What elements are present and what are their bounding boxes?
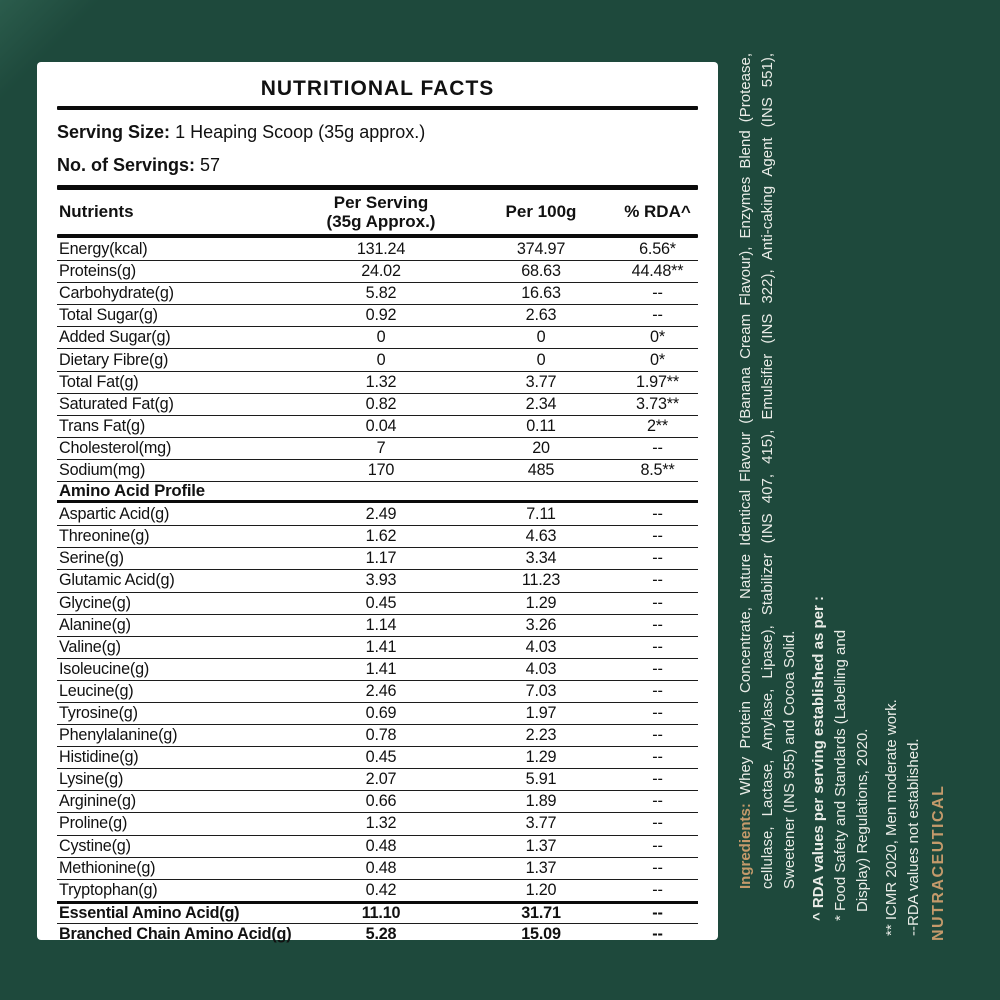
- per-100g-value: 16.63: [521, 284, 561, 303]
- per-100g-value: 3.26: [525, 615, 557, 634]
- table-row: [57, 393, 698, 415]
- per-100g-value: 4.03: [525, 637, 557, 656]
- nutrient-name: Trans Fat(g): [59, 416, 146, 435]
- per-100g-value: 0: [536, 350, 546, 369]
- rda-value: --: [652, 527, 663, 546]
- table-row: [57, 790, 698, 812]
- column-nutrients: Nutrients: [59, 202, 134, 221]
- per-100g-value: 5.91: [525, 770, 557, 789]
- nutrient-name: Saturated Fat(g): [59, 394, 174, 413]
- nutrient-name: Essential Amino Acid(g): [59, 903, 240, 922]
- per-serving-value: 0.48: [365, 858, 397, 877]
- rda-value: --: [652, 284, 663, 303]
- per-100g-value: 1.37: [525, 836, 557, 855]
- table-row: [57, 901, 698, 923]
- table-row: [57, 415, 698, 437]
- nutrient-name: Tyrosine(g): [59, 704, 138, 723]
- nutrient-name: Methionine(g): [59, 858, 156, 877]
- nutrient-name: Proline(g): [59, 814, 128, 833]
- ingredients-label: Ingredients:: [737, 803, 754, 889]
- column-per-serving-line2: (35g Approx.): [326, 212, 436, 231]
- rda-value: --: [652, 593, 663, 612]
- rda-value: --: [652, 681, 663, 700]
- per-100g-value: 2.63: [525, 306, 557, 325]
- rda-value: --: [652, 438, 663, 457]
- rda-value: --: [652, 880, 663, 899]
- table-row: [57, 282, 698, 304]
- icmr-footnote: [881, 634, 925, 936]
- nutrient-name: Glycine(g): [59, 593, 131, 612]
- ingredients-line-1-text: Whey Protein Concentrate, Nature Identical Flavour (Banana Cream Flavour), Enzymes Blend (Protease,: [737, 53, 754, 804]
- column-rda: % RDA^: [624, 202, 691, 221]
- per-100g-value: 1.37: [525, 858, 557, 877]
- per-serving-value: 0.78: [365, 726, 397, 745]
- table-section-header: [57, 481, 698, 503]
- per-serving-value: 1.32: [365, 814, 397, 833]
- icmr-footnote-line-1: ** ICMR 2020, Men moderate work.: [883, 699, 900, 936]
- per-100g-value: 1.29: [525, 748, 557, 767]
- column-per-serving: [297, 193, 465, 231]
- nutrient-name: Added Sugar(g): [59, 328, 171, 347]
- column-per-100g: Per 100g: [505, 202, 577, 221]
- per-100g-value: 11.23: [521, 571, 561, 590]
- panel-title: NUTRITIONAL FACTS: [260, 77, 495, 100]
- table-row: [57, 857, 698, 879]
- per-100g-value: 0.11: [526, 416, 556, 435]
- per-100g-value: 2.34: [525, 394, 557, 413]
- per-serving-value: 0.92: [365, 306, 397, 325]
- rda-value: --: [652, 903, 663, 922]
- table-row: [57, 746, 698, 768]
- table-row: [57, 437, 698, 459]
- per-100g-value: 7.03: [525, 681, 557, 700]
- rda-footnote-line-2: Display) Regulations, 2020.: [854, 728, 871, 912]
- nutrient-name: Energy(kcal): [59, 239, 148, 258]
- per-serving-value: 1.41: [365, 637, 397, 656]
- nutrient-name: Arginine(g): [59, 792, 136, 811]
- nutrient-name: Isoleucine(g): [59, 659, 150, 678]
- per-serving-value: 1.32: [365, 372, 397, 391]
- table-row: [57, 459, 698, 481]
- rda-value: 0*: [650, 350, 665, 369]
- rda-value: --: [652, 659, 663, 678]
- table-row: [57, 658, 698, 680]
- rda-value: --: [652, 858, 663, 877]
- per-serving-value: 0: [376, 328, 386, 347]
- nutrient-name: Amino Acid Profile: [59, 481, 205, 501]
- table-row: [57, 768, 698, 790]
- ingredients-line-1: [735, 53, 757, 889]
- nutrition-facts-panel: [37, 62, 718, 943]
- per-serving-value: 1.17: [365, 549, 397, 568]
- per-100g-value: 1.29: [525, 593, 557, 612]
- per-100g-value: 7.11: [526, 504, 556, 523]
- per-serving-value: 2.07: [365, 770, 397, 789]
- per-serving-value: 0.66: [365, 792, 397, 811]
- table-row: [57, 238, 698, 260]
- table-row: [57, 260, 698, 282]
- table-row: [57, 636, 698, 658]
- rda-value: 44.48**: [631, 262, 684, 281]
- table-row: [57, 835, 698, 857]
- title-divider: [57, 106, 698, 110]
- rda-value: --: [652, 549, 663, 568]
- servings-count-value: 57: [200, 155, 221, 175]
- rda-value: 2**: [646, 416, 668, 435]
- servings-count-label: No. of Servings:: [57, 155, 196, 175]
- per-serving-value: 7: [376, 438, 386, 457]
- nutrient-name: Carbohydrate(g): [59, 284, 174, 303]
- nutrient-name: Tryptophan(g): [59, 880, 158, 899]
- per-100g-value: 68.63: [521, 262, 561, 281]
- nutrient-name: Cholesterol(mg): [59, 438, 172, 457]
- rda-footnote: [808, 529, 874, 921]
- table-row: [57, 304, 698, 326]
- nutrient-name: Aspartic Acid(g): [59, 504, 170, 523]
- table-row: [57, 614, 698, 636]
- table-column-header: [57, 190, 698, 234]
- per-100g-value: 3.77: [525, 814, 557, 833]
- ingredients-note: [735, 53, 801, 889]
- per-serving-value: 1.14: [365, 615, 397, 634]
- table-row: [57, 525, 698, 547]
- per-serving-value: 0: [376, 350, 386, 369]
- per-100g-value: 3.77: [525, 372, 557, 391]
- nutrient-name: Sodium(mg): [59, 460, 146, 479]
- table-row: [57, 569, 698, 591]
- rda-value: --: [652, 637, 663, 656]
- per-serving-value: 1.62: [365, 527, 397, 546]
- rda-value: --: [652, 571, 663, 590]
- per-serving-value: 5.28: [365, 924, 397, 943]
- rda-value: --: [652, 924, 663, 943]
- per-serving-value: 0.48: [365, 836, 397, 855]
- serving-size-value: 1 Heaping Scoop (35g approx.): [175, 122, 426, 142]
- per-100g-value: 4.03: [525, 659, 557, 678]
- per-100g-value: 2.23: [525, 726, 557, 745]
- rda-value: --: [652, 770, 663, 789]
- rda-value: --: [652, 814, 663, 833]
- table-row: [57, 547, 698, 569]
- serving-size-line: [57, 122, 698, 143]
- per-serving-value: 0.45: [365, 748, 397, 767]
- per-serving-value: 0.04: [365, 416, 397, 435]
- per-serving-value: 3.93: [365, 571, 397, 590]
- nutrient-name: Cystine(g): [59, 836, 131, 855]
- per-100g-value: 20: [532, 438, 550, 457]
- rda-value: 8.5**: [640, 460, 675, 479]
- table-row: [57, 371, 698, 393]
- per-100g-value: 485: [527, 460, 555, 479]
- per-serving-value: 11.10: [361, 903, 401, 922]
- rda-value: --: [652, 836, 663, 855]
- nutrient-name: Branched Chain Amino Acid(g): [59, 924, 292, 943]
- rda-value: --: [652, 504, 663, 523]
- nutrient-name: Dietary Fibre(g): [59, 350, 169, 369]
- per-serving-value: 0.82: [365, 394, 397, 413]
- ingredients-line-2: cellulase, Lactase, Amylase, Lipase), Stabilizer (INS 407, 415), Emulsifier (INS 322), Anti-caking Agent (INS 551),: [759, 53, 776, 889]
- servings-count-line: [57, 155, 698, 176]
- table-row: [57, 326, 698, 348]
- nutrient-name: Total Sugar(g): [59, 306, 158, 325]
- per-serving-value: 0.42: [365, 880, 397, 899]
- table-row: [57, 592, 698, 614]
- ingredients-line-3: Sweetener (INS 955) and Cocoa Solid.: [781, 630, 798, 889]
- nutrient-name: Histidine(g): [59, 748, 139, 767]
- rda-value: --: [652, 615, 663, 634]
- per-serving-value: 2.46: [365, 681, 397, 700]
- rda-value: --: [652, 726, 663, 745]
- nutrient-name: Serine(g): [59, 549, 124, 568]
- nutrient-name: Total Fat(g): [59, 372, 139, 391]
- per-100g-value: 1.97: [525, 704, 557, 723]
- per-serving-value: 24.02: [361, 262, 401, 281]
- rda-footnote-title: ^ RDA values per serving established as per :: [810, 596, 827, 921]
- per-100g-value: 374.97: [516, 239, 566, 258]
- per-100g-value: 1.89: [525, 792, 557, 811]
- rda-value: 3.73**: [636, 394, 679, 413]
- rda-value: --: [652, 704, 663, 723]
- per-serving-value: 1.41: [365, 659, 397, 678]
- per-serving-value: 170: [367, 460, 395, 479]
- column-per-serving-line1: Per Serving: [333, 193, 429, 212]
- serving-size-label: Serving Size:: [57, 122, 171, 142]
- nutrient-name: Glutamic Acid(g): [59, 571, 175, 590]
- per-100g-value: 3.34: [525, 549, 557, 568]
- table-row: [57, 724, 698, 746]
- per-serving-value: 5.82: [365, 284, 397, 303]
- table-row: [57, 680, 698, 702]
- per-serving-value: 131.24: [356, 239, 406, 258]
- table-row: [57, 923, 698, 945]
- table-row: [57, 503, 698, 525]
- nutrient-name: Proteins(g): [59, 262, 136, 281]
- table-row: [57, 879, 698, 901]
- nutrient-name: Phenylalanine(g): [59, 726, 178, 745]
- nutrient-name: Alanine(g): [59, 615, 131, 634]
- nutrient-name: Lysine(g): [59, 770, 124, 789]
- table-body: [57, 238, 698, 945]
- per-100g-value: 15.09: [521, 924, 561, 943]
- rda-value: 0*: [650, 328, 665, 347]
- nutrient-name: Leucine(g): [59, 681, 134, 700]
- per-100g-value: 0: [536, 328, 546, 347]
- per-serving-value: 2.49: [365, 504, 397, 523]
- rda-value: --: [652, 792, 663, 811]
- rda-value: --: [652, 306, 663, 325]
- category-label: NUTRACEUTICAL: [930, 784, 947, 941]
- rda-value: 1.97**: [636, 372, 679, 391]
- rda-footnote-line-1: * Food Safety and Standards (Labelling and: [832, 629, 849, 921]
- table-row: [57, 348, 698, 370]
- table-row: [57, 812, 698, 834]
- table-row: [57, 702, 698, 724]
- per-100g-value: 1.20: [525, 880, 557, 899]
- nutrient-name: Valine(g): [59, 637, 121, 656]
- rda-value: 6.56*: [639, 239, 676, 258]
- nutrient-name: Threonine(g): [59, 527, 150, 546]
- rda-value: --: [652, 748, 663, 767]
- icmr-footnote-line-2: --RDA values not established.: [905, 738, 922, 936]
- per-100g-value: 4.63: [525, 527, 557, 546]
- per-serving-value: 0.69: [365, 704, 397, 723]
- per-serving-value: 0.45: [365, 593, 397, 612]
- per-100g-value: 31.71: [521, 903, 561, 922]
